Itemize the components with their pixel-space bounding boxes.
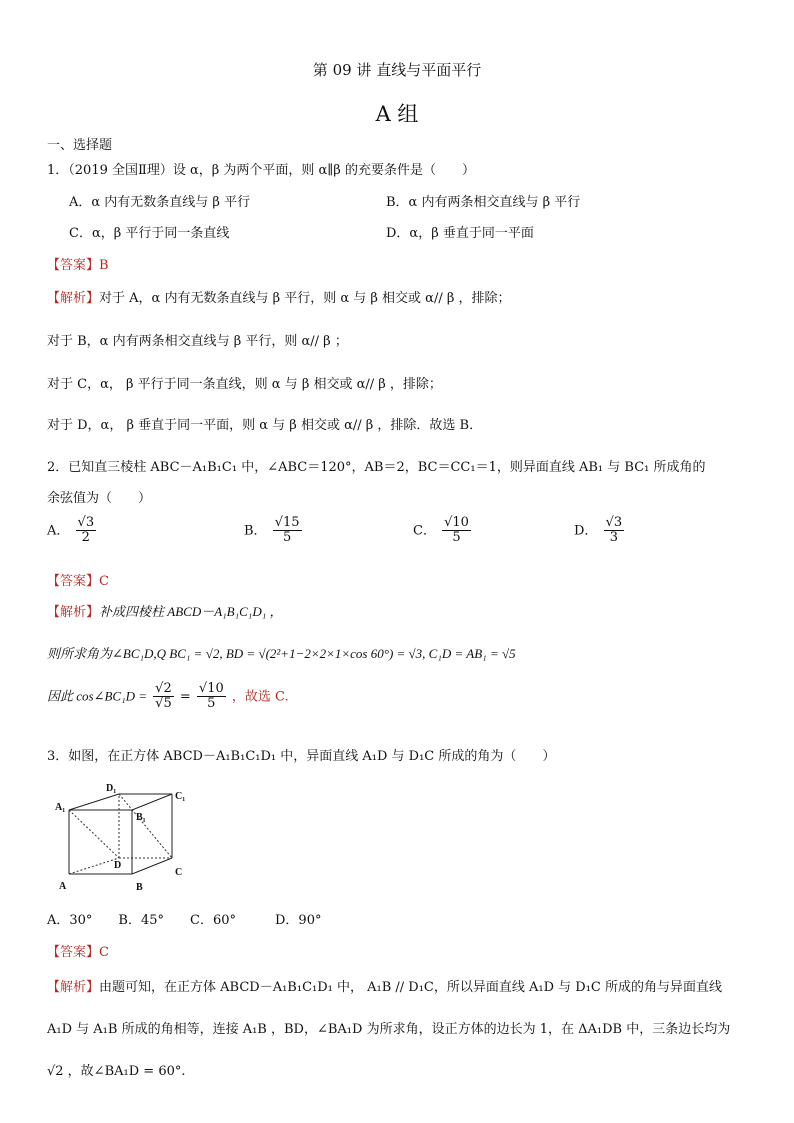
answer-value: C bbox=[99, 945, 109, 960]
edge-b1-c1 bbox=[132, 794, 172, 810]
answer-label: 【答案】 bbox=[47, 258, 100, 273]
fraction-numerator: √15 bbox=[274, 515, 300, 530]
analysis-label: 【解析】 bbox=[47, 291, 100, 306]
fraction-denominator: 5 bbox=[452, 530, 461, 546]
option-label: A． bbox=[47, 523, 70, 539]
group-heading: A 组 bbox=[375, 102, 419, 126]
vertex-label-a: A bbox=[59, 881, 67, 892]
fraction-denominator: 3 bbox=[609, 530, 618, 546]
q2-stem-line-2: 余弦值为（ ） bbox=[47, 491, 152, 506]
formula-fraction-2 bbox=[197, 682, 226, 712]
edge-a-d bbox=[69, 858, 122, 874]
q2-analysis-line-1 bbox=[47, 601, 282, 620]
vertex-label-b1: B₁ bbox=[136, 812, 146, 823]
analysis-text: 补成四棱柱 ABCD－A₁B₁C₁D₁ ， bbox=[99, 604, 283, 619]
q1-analysis-line-3: 对于 C，α， β 平行于同一条直线，则 α 与 β 相交或 α// β ，排除； bbox=[47, 377, 442, 392]
option-label: B． bbox=[244, 523, 267, 539]
vertex-label-b: B bbox=[136, 882, 143, 893]
fraction-denominator: 5 bbox=[207, 696, 216, 712]
answer-value: B bbox=[99, 258, 109, 273]
q2-answer bbox=[47, 570, 109, 589]
edge-a1-d1 bbox=[69, 794, 119, 810]
q1-option-a: A．α 内有无数条直线与 β 平行 bbox=[69, 195, 251, 210]
answer-value: C bbox=[99, 574, 109, 589]
edge-b-c bbox=[132, 858, 172, 874]
formula-fraction-1 bbox=[153, 682, 174, 712]
q1-option-c: C．α，β 平行于同一条直线 bbox=[69, 226, 230, 241]
analysis-label: 【解析】 bbox=[47, 980, 100, 995]
formula-suffix: ，故选 C. bbox=[231, 689, 289, 705]
q3-answer bbox=[47, 941, 109, 960]
option-label: D． bbox=[574, 523, 598, 539]
q2-analysis-line-2: 则所求角为∠BC₁D,Q BC₁ = √2, BD = √(2²+1−2×2×1×cos 60°) = √3, C₁D = AB₁ = √5 bbox=[47, 646, 516, 661]
analysis-text: 对于 A，α 内有无数条直线与 β 平行，则 α 与 β 相交或 α// β ，排除； bbox=[99, 291, 511, 306]
answer-label: 【答案】 bbox=[47, 574, 100, 589]
q1-analysis-line-4: 对于 D，α， β 垂直于同一平面，则 α 与 β 相交或 α// β ，排除．故选 B． bbox=[47, 418, 483, 433]
section-heading: 一、选择题 bbox=[47, 138, 113, 153]
q3-analysis-line-3: √2 ，故∠BA₁D = 60°. bbox=[47, 1064, 186, 1079]
option-fraction bbox=[76, 516, 97, 546]
vertex-label-c: C bbox=[175, 867, 183, 878]
q2-option-c bbox=[413, 516, 473, 546]
option-fraction bbox=[442, 516, 471, 546]
diagonal-a1-d bbox=[69, 810, 119, 858]
q3-analysis-line-1 bbox=[47, 976, 722, 995]
q3-stem: 3．如图，在正方体 ABCD－A₁B₁C₁D₁ 中，异面直线 A₁D 与 D₁C 所成的角为（ ） bbox=[47, 749, 556, 764]
q1-stem: 1．（2019 全国Ⅱ理）设 α，β 为两个平面，则 α∥β 的充要条件是（ ） bbox=[47, 163, 475, 178]
q3-analysis-line-2: A₁D 与 A₁B 所成的角相等，连接 A₁B ，BD，∠BA₁D 为所求角，设正方体的边长为 1，在 ΔA₁DB 中，三条边长均为 bbox=[47, 1022, 731, 1037]
q3-options: A．30° B．45° C．60° D．90° bbox=[47, 913, 322, 928]
analysis-label: 【解析】 bbox=[47, 605, 100, 620]
q2-stem-line-1: 2．已知直三棱柱 ABC－A₁B₁C₁ 中，∠ABC＝120°，AB＝2，BC＝CC₁＝1，则异面直线 AB₁ 与 BC₁ 所成角的 bbox=[47, 460, 706, 475]
fraction-numerator: √10 bbox=[444, 515, 469, 530]
fraction-denominator: 5 bbox=[282, 530, 292, 546]
formula-prefix: 因此 cos∠BC₁D = bbox=[47, 688, 148, 704]
q1-analysis-line-1 bbox=[47, 287, 511, 306]
vertex-label-d: D bbox=[114, 860, 122, 871]
q1-answer bbox=[47, 254, 109, 273]
fraction-numerator: √10 bbox=[198, 681, 224, 696]
option-label: C． bbox=[413, 523, 436, 539]
q1-option-b: B．α 内有两条相交直线与 β 平行 bbox=[386, 195, 581, 210]
q2-option-a bbox=[47, 516, 98, 546]
fraction-denominator: √5 bbox=[155, 696, 172, 712]
q2-analysis-line-3 bbox=[47, 682, 289, 712]
fraction-denominator: 2 bbox=[81, 530, 90, 546]
analysis-text: 由题可知，在正方体 ABCD－A₁B₁C₁D₁ 中， A₁B // D₁C，所以异面直线 A₁D 与 D₁C 所成的角与异面直线 bbox=[99, 980, 723, 995]
fraction-numerator: √3 bbox=[77, 515, 95, 530]
answer-label: 【答案】 bbox=[47, 945, 100, 960]
q2-option-d bbox=[574, 516, 626, 546]
fraction-numerator: √3 bbox=[605, 515, 623, 530]
diagonal-d1-c bbox=[119, 794, 172, 858]
vertex-label-c1: C₁ bbox=[175, 791, 186, 802]
option-fraction bbox=[273, 516, 302, 546]
q1-analysis-line-2: 对于 B，α 内有两条相交直线与 β 平行，则 α// β ； bbox=[47, 334, 348, 349]
q1-option-d: D．α，β 垂直于同一平面 bbox=[386, 226, 534, 241]
page-title: 第 09 讲 直线与平面平行 bbox=[312, 61, 482, 79]
cube-figure bbox=[54, 782, 194, 897]
equals-sign: = bbox=[179, 689, 191, 705]
vertex-label-d1: D₁ bbox=[106, 783, 117, 794]
fraction-numerator: √2 bbox=[155, 681, 172, 696]
q2-option-b bbox=[244, 516, 304, 546]
option-fraction bbox=[604, 516, 625, 546]
vertex-label-a1: A₁ bbox=[55, 802, 66, 813]
